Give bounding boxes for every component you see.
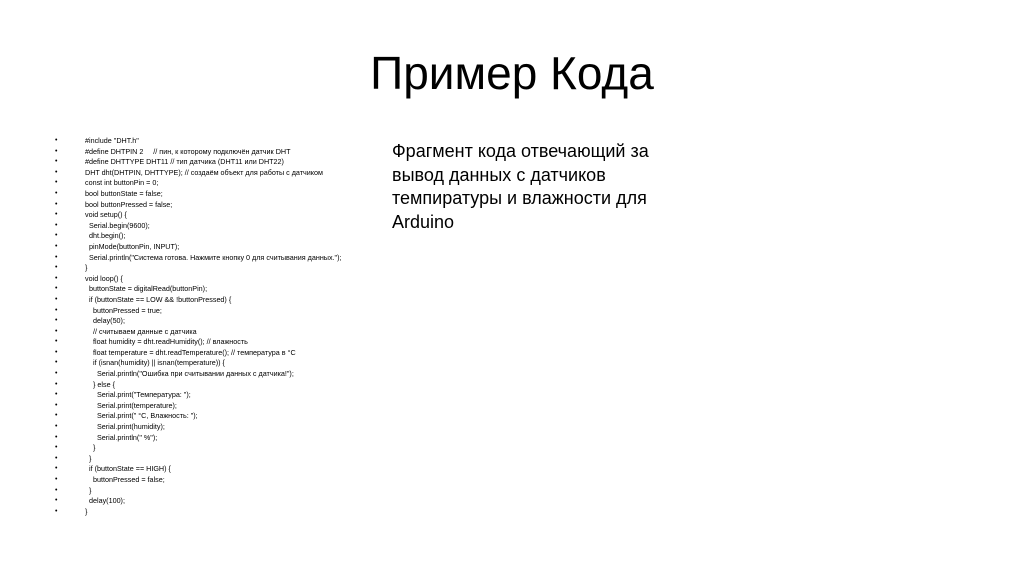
- bullet-icon: •: [55, 317, 58, 325]
- bullet-icon: •: [55, 232, 58, 240]
- code-line: [55, 454, 385, 465]
- code-line-text: if (buttonState == LOW && !buttonPressed) {: [85, 294, 232, 304]
- code-line-text: #define DHTTYPE DHT11 // тип датчика (DHT11 или DHT22): [85, 157, 284, 167]
- code-line: [55, 306, 385, 317]
- code-line-text: #define DHTPIN 2 // пин, к которому подключён датчик DHT: [85, 146, 291, 156]
- bullet-icon: •: [55, 211, 58, 219]
- code-line: [55, 507, 385, 518]
- bullet-icon: •: [55, 476, 58, 483]
- bullet-icon: •: [55, 137, 58, 144]
- code-line: [55, 284, 385, 295]
- code-line: [55, 380, 385, 391]
- bullet-icon: •: [55, 348, 58, 356]
- slide-description: Фрагмент кода отвечающий за вывод данных с датчиков темпиратуры и влажности для Arduino: [392, 141, 649, 232]
- bullet-icon: •: [55, 380, 58, 388]
- code-line: [55, 189, 385, 200]
- code-line: [55, 486, 385, 497]
- bullet-icon: •: [55, 401, 58, 409]
- code-line: [55, 433, 385, 444]
- code-line: [55, 316, 385, 327]
- code-line-text: }: [85, 506, 88, 516]
- code-line-text: }: [85, 453, 92, 463]
- bullet-icon: •: [55, 423, 58, 431]
- bullet-icon: •: [55, 189, 58, 197]
- code-line-text: } else {: [85, 379, 115, 389]
- bullet-icon: •: [55, 242, 58, 250]
- bullet-icon: •: [55, 454, 58, 462]
- code-line: [55, 263, 385, 274]
- bullet-icon: •: [55, 306, 58, 314]
- code-line: [55, 200, 385, 211]
- bullet-icon: •: [55, 497, 58, 505]
- code-line: [55, 369, 385, 380]
- bullet-icon: •: [55, 147, 58, 155]
- code-line-text: bool buttonPressed = false;: [85, 199, 173, 209]
- bullet-icon: •: [55, 253, 58, 261]
- code-line-text: // считываем данные с датчика: [85, 326, 197, 336]
- bullet-icon: •: [55, 168, 58, 176]
- code-line: [55, 401, 385, 412]
- code-line-text: }: [85, 443, 96, 453]
- code-line: [55, 464, 385, 475]
- code-line: [55, 136, 385, 147]
- code-line: [55, 411, 385, 422]
- code-line: [55, 221, 385, 232]
- code-line-text: float temperature = dht.readTemperature(); // температура в °C: [85, 347, 296, 357]
- code-line-text: float humidity = dht.readHumidity(); // влажность: [85, 337, 248, 347]
- bullet-icon: •: [55, 507, 58, 515]
- code-line-text: DHT dht(DHTPIN, DHTTYPE); // создаём объект для работы с датчиком: [85, 167, 323, 177]
- code-line-text: Serial.println("Система готова. Нажмите кнопку 0 для считывания данных.");: [85, 252, 342, 262]
- code-line-text: dht.begin();: [85, 231, 126, 241]
- bullet-icon: •: [55, 444, 58, 452]
- code-line: [55, 242, 385, 253]
- bullet-icon: •: [55, 158, 58, 166]
- code-line-text: Serial.print(temperature);: [85, 400, 177, 410]
- bullet-icon: •: [55, 285, 58, 293]
- code-line: [55, 147, 385, 158]
- slide-title: Пример Кода: [370, 47, 654, 99]
- code-line: [55, 348, 385, 359]
- code-line-text: Serial.println(" %");: [85, 432, 158, 442]
- code-line-text: Serial.println("Ошибка при считывании данных с датчика!");: [85, 369, 294, 379]
- code-line: [55, 168, 385, 179]
- code-line: [55, 327, 385, 338]
- code-line: [55, 422, 385, 433]
- code-line-text: Serial.print("Температура: ");: [85, 390, 191, 400]
- bullet-icon: •: [55, 200, 58, 208]
- bullet-icon: •: [55, 359, 58, 367]
- code-line: [55, 443, 385, 454]
- code-line: [55, 390, 385, 401]
- code-line: [55, 295, 385, 306]
- code-line-text: delay(100);: [85, 496, 125, 506]
- code-line: [55, 157, 385, 168]
- bullet-icon: •: [55, 433, 58, 441]
- code-line-text: buttonPressed = false;: [85, 475, 165, 484]
- code-line-text: void loop() {: [85, 273, 123, 283]
- code-line-text: buttonState = digitalRead(buttonPin);: [85, 284, 208, 294]
- code-line-text: void setup() {: [85, 210, 127, 220]
- code-line: [55, 253, 385, 264]
- bullet-icon: •: [55, 274, 58, 282]
- code-listing: [55, 136, 385, 517]
- bullet-icon: •: [55, 264, 58, 272]
- code-line: [55, 231, 385, 242]
- code-line: [55, 178, 385, 189]
- bullet-icon: •: [55, 486, 58, 494]
- code-line: [55, 496, 385, 507]
- bullet-icon: •: [55, 295, 58, 303]
- code-line-text: pinMode(buttonPin, INPUT);: [85, 241, 180, 251]
- code-line-text: }: [85, 263, 88, 273]
- code-line-text: bool buttonState = false;: [85, 188, 163, 198]
- code-line-text: delay(50);: [85, 316, 125, 326]
- code-line-text: Serial.begin(9600);: [85, 220, 150, 230]
- code-line-text: if (isnan(humidity) || isnan(temperature)) {: [85, 358, 225, 368]
- code-line: [55, 475, 385, 486]
- bullet-icon: •: [55, 391, 58, 399]
- code-line-text: const int buttonPin = 0;: [85, 178, 159, 188]
- code-line-text: buttonPressed = true;: [85, 305, 162, 315]
- code-line: [55, 210, 385, 221]
- bullet-icon: •: [55, 221, 58, 229]
- code-line-text: Serial.print(" °C, Влажность: ");: [85, 411, 198, 421]
- bullet-icon: •: [55, 465, 58, 473]
- code-line-text: #include "DHT.h": [85, 136, 139, 145]
- code-line-text: Serial.print(humidity);: [85, 422, 165, 432]
- code-line-text: }: [85, 485, 92, 495]
- code-line-text: if (buttonState == HIGH) {: [85, 464, 171, 474]
- bullet-icon: •: [55, 327, 58, 335]
- code-line: [55, 274, 385, 285]
- bullet-icon: •: [55, 338, 58, 346]
- code-line: [55, 358, 385, 369]
- bullet-icon: •: [55, 179, 58, 187]
- bullet-icon: •: [55, 412, 58, 420]
- bullet-icon: •: [55, 370, 58, 378]
- code-line: [55, 337, 385, 348]
